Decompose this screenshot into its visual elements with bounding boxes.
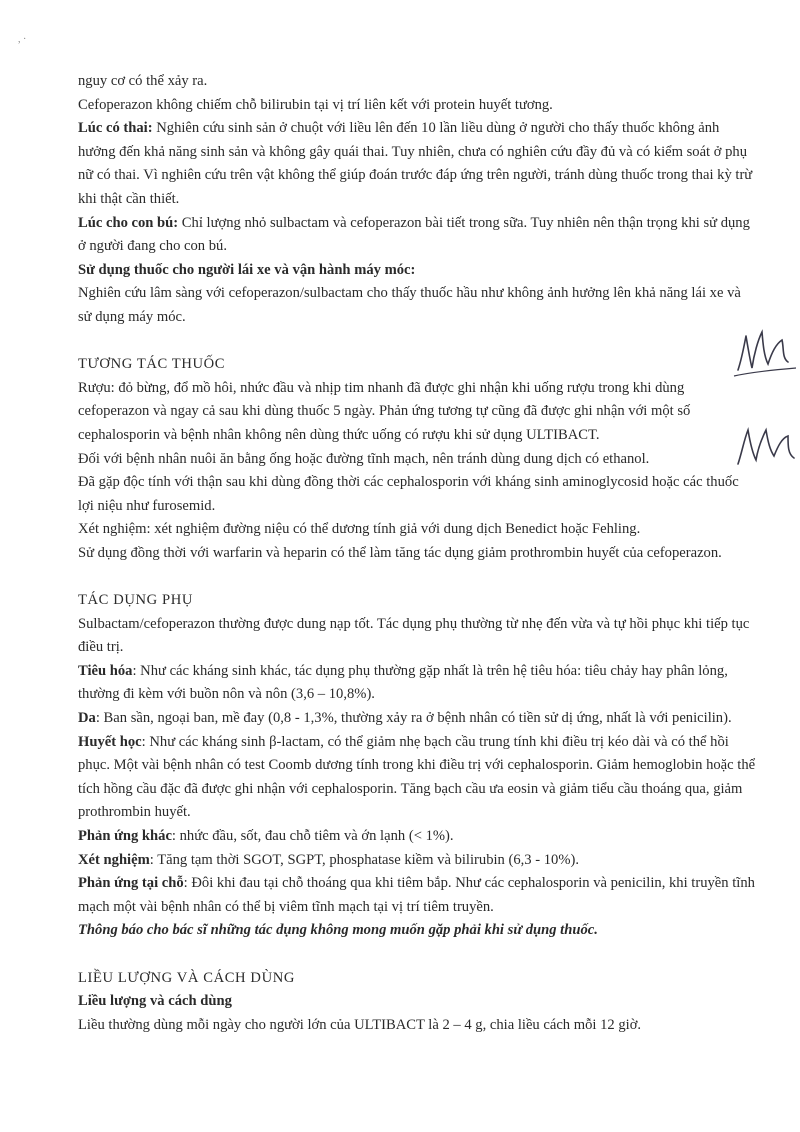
paragraph-local: Phản ứng tại chỗ: Đôi khi đau tại chỗ thoáng qua khi tiêm bắp. Như các cephalosporin và penicilin, khi truyền tĩnh mạch một vài bệnh nhân có thể bị viêm tĩnh mạch tại vị trí tiêm truyền. xyxy=(78,875,755,915)
label-pregnancy: Lúc có thai: xyxy=(78,120,153,137)
heading-interactions: TƯƠNG TÁC THUỐC xyxy=(78,356,226,373)
heading-side-effects: TÁC DỤNG PHỤ xyxy=(78,592,194,609)
text-pregnancy: Nghiên cứu sinh sản ở chuột với liều lên đến 10 lần liều dùng ở người cho thấy thuốc không ảnh hưởng đến khả năng sinh sản và không gây quái thai. Tuy nhiên, chưa có nghiên cứu đầy đủ và có kiểm soát ở phụ nữ có thai. Vì nghiên cứu trên vật không thể giúp đoán trước đáp ứng trên người, tránh dùng thuốc trong thai kỳ trừ khi thật cần thiết. xyxy=(78,120,753,207)
paragraph-dosage: Liều thường dùng mỗi ngày cho người lớn của ULTIBACT là 2 – 4 g, chia liều cách mỗi 12 giờ. xyxy=(78,1016,642,1033)
subheading-dosage: Liều lượng và cách dùng xyxy=(78,993,232,1010)
paragraph-bilirubin: Cefoperazon không chiếm chỗ bilirubin tại vị trí liên kết với protein huyết tương. xyxy=(78,96,553,113)
paragraph-side-intro: Sulbactam/cefoperazon thường được dung nạp tốt. Tác dụng phụ thường từ nhẹ đến vừa và tự hồi phục khi tiếp tục điều trị. xyxy=(78,615,750,656)
paragraph-other: Phản ứng khác: nhức đầu, sốt, đau chỗ tiêm và ớn lạnh (< 1%). xyxy=(78,828,454,844)
scan-speck: , · xyxy=(18,34,27,45)
paragraph-driving: Nghiên cứu lâm sàng với cefoperazon/sulbactam cho thấy thuốc hầu như không ảnh hưởng lên khả năng lái xe và sử dụng máy móc. xyxy=(78,285,741,325)
paragraph-lab: Xét nghiệm: xét nghiệm đường niệu có thể dương tính giả với dung dịch Benedict hoặc Fehling. xyxy=(78,521,641,538)
text-breastfeeding: Chỉ lượng nhỏ sulbactam và cefoperazon bài tiết trong sữa. Tuy nhiên nên thận trọng khi sử dụng ở người đang cho con bú. xyxy=(78,214,750,255)
paragraph-blood: Huyết học: Như các kháng sinh β-lactam, có thể giảm nhẹ bạch cầu trung tính khi điều trị kéo dài và có thể hồi phục. Một vài bệnh nhân có test Coomb dương tính trong khi điều trị với cephalosporin. Giảm hemoglobin hoặc thể tích hồng cầu đặc đã được ghi nhận với cephalosporin. Tăng bạch cầu ưa eosin và giảm tiểu cầu thoáng qua, giảm prothrombin huyết. xyxy=(78,733,756,821)
handwritten-initial-mark-2 xyxy=(730,418,800,470)
warning-notice: Thông báo cho bác sĩ những tác dụng không mong muốn gặp phải khi sử dụng thuốc. xyxy=(78,922,598,939)
paragraph-alcohol: Rượu: đỏ bừng, đổ mồ hôi, nhức đầu và nhịp tim nhanh đã được ghi nhận khi uống rượu trong khi dùng cefoperazon và ngay cả sau khi dùng thuốc 5 ngày. Phản ứng tương tự cũng đã được ghi nhận với một số cephalosporin và bệnh nhân không nên dùng thức uống có rượu khi sử dụng ULTIBACT. xyxy=(78,379,691,443)
handwritten-initial-mark xyxy=(728,318,798,378)
label-breastfeeding: Lúc cho con bú: xyxy=(78,214,179,231)
paragraph-pregnancy xyxy=(78,117,758,211)
document-page xyxy=(78,70,758,1037)
heading-dosage: LIỀU LƯỢNG VÀ CÁCH DÙNG xyxy=(78,969,295,986)
paragraph-gi: Tiêu hóa: Như các kháng sinh khác, tác dụng phụ thường gặp nhất là trên hệ tiêu hóa: tiêu chảy hay phân lỏng, thường đi kèm với buồn nôn và nôn (3,6 – 10,8%). xyxy=(78,662,728,703)
paragraph-risk: nguy cơ có thể xảy ra. xyxy=(78,73,208,89)
label-driving: Sử dụng thuốc cho người lái xe và vận hành máy móc: xyxy=(78,261,416,278)
paragraph-skin: Da: Ban sần, ngoại ban, mề đay (0,8 - 1,3%, thường xảy ra ở bệnh nhân có tiền sử dị ứng, nhất là với penicilin). xyxy=(78,710,732,727)
paragraph-kidney: Đã gặp độc tính với thận sau khi dùng đồng thời các cephalosporin với kháng sinh aminoglycosid hoặc các thuốc lợi niệu như furosemid. xyxy=(78,474,739,514)
paragraph-breastfeeding xyxy=(78,212,758,259)
paragraph-iv: Đối với bệnh nhân nuôi ăn bằng ống hoặc đường tĩnh mạch, nên tránh dùng dung dịch có ethanol. xyxy=(78,450,650,467)
paragraph-tests: Xét nghiệm: Tăng tạm thời SGOT, SGPT, phosphatase kiềm và bilirubin (6,3 - 10%). xyxy=(78,851,580,868)
paragraph-warfarin: Sử dụng đồng thời với warfarin và heparin có thể làm tăng tác dụng giảm prothrombin huyết của cefoperazon. xyxy=(78,544,722,561)
